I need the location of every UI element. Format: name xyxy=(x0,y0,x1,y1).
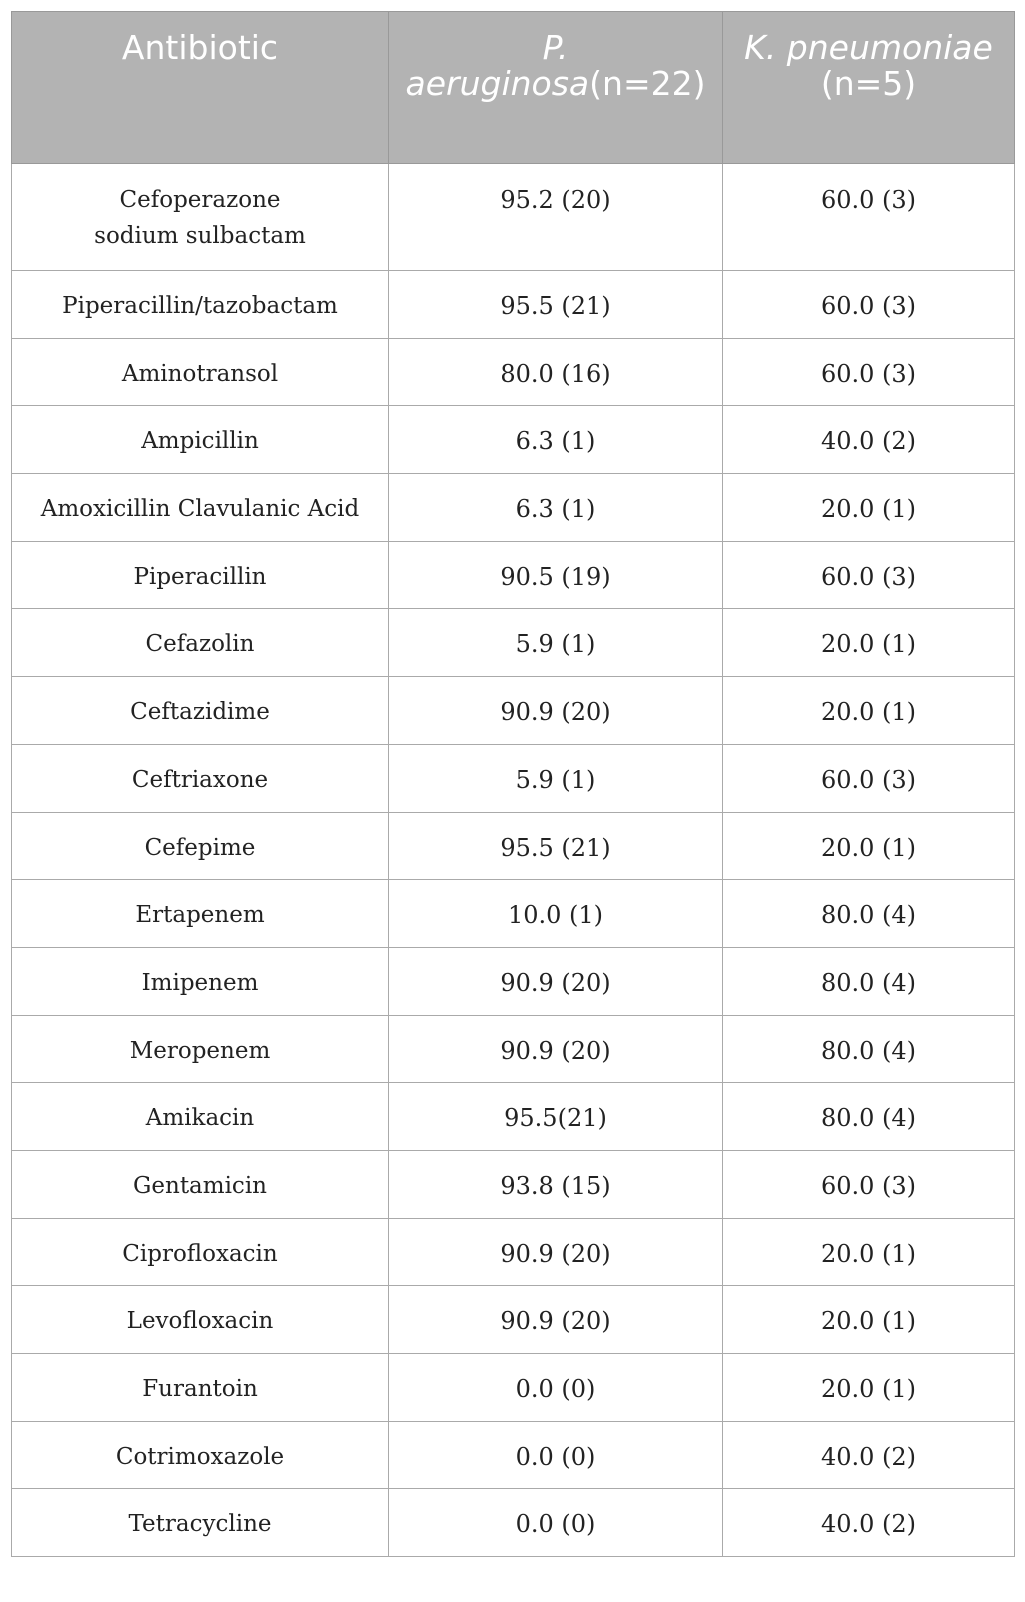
antibiotic-name: Ciprofloxacin xyxy=(12,1218,389,1286)
antibiotic-name: Cotrimoxazole xyxy=(12,1421,389,1489)
antibiotic-name: Imipenem xyxy=(12,947,389,1015)
p-aeruginosa-value: 90.9 (20) xyxy=(389,1286,723,1354)
k-pneumoniae-value: 60.0 (3) xyxy=(723,541,1015,609)
k-pneumoniae-value: 60.0 (3) xyxy=(723,1150,1015,1218)
table-row xyxy=(12,1083,1015,1151)
p-aeruginosa-value: 95.2 (20) xyxy=(389,164,723,271)
antibiotic-name: Levofloxacin xyxy=(12,1286,389,1354)
antibiotic-name: Ceftriaxone xyxy=(12,744,389,812)
table-row xyxy=(12,677,1015,745)
p-aeruginosa-value: 90.9 (20) xyxy=(389,677,723,745)
k-pneumoniae-value: 20.0 (1) xyxy=(723,474,1015,542)
p-aeruginosa-value: 95.5 (21) xyxy=(389,271,723,339)
header-p-aeruginosa-species: P. aeruginosa xyxy=(405,28,590,103)
k-pneumoniae-value: 60.0 (3) xyxy=(723,271,1015,339)
table-row xyxy=(12,406,1015,474)
k-pneumoniae-value: 20.0 (1) xyxy=(723,812,1015,880)
table-row xyxy=(12,947,1015,1015)
k-pneumoniae-value: 20.0 (1) xyxy=(723,677,1015,745)
k-pneumoniae-value: 20.0 (1) xyxy=(723,1286,1015,1354)
p-aeruginosa-value: 93.8 (15) xyxy=(389,1150,723,1218)
p-aeruginosa-value: 5.9 (1) xyxy=(389,744,723,812)
header-k-pneumoniae xyxy=(723,12,1015,164)
antibiotic-name: Amikacin xyxy=(12,1083,389,1151)
header-antibiotic xyxy=(12,12,389,164)
header-p-aeruginosa xyxy=(389,12,723,164)
table-row xyxy=(12,164,1015,271)
table-row xyxy=(12,1150,1015,1218)
p-aeruginosa-value: 6.3 (1) xyxy=(389,406,723,474)
table-row xyxy=(12,338,1015,406)
table-row xyxy=(12,1489,1015,1557)
antibiotic-name: Ampicillin xyxy=(12,406,389,474)
table-row xyxy=(12,1286,1015,1354)
table-row xyxy=(12,812,1015,880)
p-aeruginosa-value: 90.9 (20) xyxy=(389,1218,723,1286)
table-header xyxy=(12,12,1015,164)
k-pneumoniae-value: 80.0 (4) xyxy=(723,1083,1015,1151)
table-row xyxy=(12,474,1015,542)
k-pneumoniae-value: 80.0 (4) xyxy=(723,947,1015,1015)
p-aeruginosa-value: 6.3 (1) xyxy=(389,474,723,542)
p-aeruginosa-value: 95.5(21) xyxy=(389,1083,723,1151)
table-row xyxy=(12,609,1015,677)
p-aeruginosa-value: 80.0 (16) xyxy=(389,338,723,406)
antibiotic-name: Furantoin xyxy=(12,1354,389,1422)
p-aeruginosa-value: 90.5 (19) xyxy=(389,541,723,609)
header-row xyxy=(12,12,1015,164)
k-pneumoniae-value: 60.0 (3) xyxy=(723,338,1015,406)
antibiotic-name: Ertapenem xyxy=(12,880,389,948)
antibiotic-name: Piperacillin xyxy=(12,541,389,609)
p-aeruginosa-value: 0.0 (0) xyxy=(389,1354,723,1422)
antibiotic-name: Piperacillin/tazobactam xyxy=(12,271,389,339)
header-antibiotic-label: Antibiotic xyxy=(121,28,279,67)
antibiotic-name: Meropenem xyxy=(12,1015,389,1083)
antibiotic-name-line-1: Cefoperazone xyxy=(119,187,281,213)
antibiotic-name: Cefepime xyxy=(12,812,389,880)
k-pneumoniae-value: 60.0 (3) xyxy=(723,744,1015,812)
header-k-pneumoniae-species: K. pneumoniae xyxy=(744,28,993,67)
k-pneumoniae-value: 40.0 (2) xyxy=(723,1489,1015,1557)
k-pneumoniae-value: 20.0 (1) xyxy=(723,1218,1015,1286)
antibiotic-cell xyxy=(12,164,389,271)
table-body xyxy=(12,164,1015,1557)
antibiotic-name: Tetracycline xyxy=(12,1489,389,1557)
table-row xyxy=(12,1421,1015,1489)
header-k-pneumoniae-count: (n=5) xyxy=(820,64,917,103)
p-aeruginosa-value: 5.9 (1) xyxy=(389,609,723,677)
antibiotic-name: Ceftazidime xyxy=(12,677,389,745)
p-aeruginosa-value: 95.5 (21) xyxy=(389,812,723,880)
antibiotic-name: Amoxicillin Clavulanic Acid xyxy=(12,474,389,542)
p-aeruginosa-value: 90.9 (20) xyxy=(389,947,723,1015)
k-pneumoniae-value: 60.0 (3) xyxy=(723,164,1015,271)
k-pneumoniae-value: 80.0 (4) xyxy=(723,880,1015,948)
antibiotic-name-line-2: sodium sulbactam xyxy=(94,223,306,249)
table-row xyxy=(12,541,1015,609)
k-pneumoniae-value: 40.0 (2) xyxy=(723,1421,1015,1489)
k-pneumoniae-value: 80.0 (4) xyxy=(723,1015,1015,1083)
k-pneumoniae-value: 20.0 (1) xyxy=(723,1354,1015,1422)
p-aeruginosa-value: 0.0 (0) xyxy=(389,1489,723,1557)
table-row xyxy=(12,1218,1015,1286)
table-row xyxy=(12,744,1015,812)
table-row xyxy=(12,1015,1015,1083)
resistance-table xyxy=(11,11,1015,1557)
p-aeruginosa-value: 10.0 (1) xyxy=(389,880,723,948)
header-p-aeruginosa-count: (n=22) xyxy=(589,64,706,103)
k-pneumoniae-value: 20.0 (1) xyxy=(723,609,1015,677)
p-aeruginosa-value: 0.0 (0) xyxy=(389,1421,723,1489)
table-row xyxy=(12,1354,1015,1422)
k-pneumoniae-value: 40.0 (2) xyxy=(723,406,1015,474)
antibiotic-name: Cefazolin xyxy=(12,609,389,677)
antibiotic-name: Aminotransol xyxy=(12,338,389,406)
table-row xyxy=(12,880,1015,948)
antibiotic-name: Gentamicin xyxy=(12,1150,389,1218)
p-aeruginosa-value: 90.9 (20) xyxy=(389,1015,723,1083)
table-row xyxy=(12,271,1015,339)
